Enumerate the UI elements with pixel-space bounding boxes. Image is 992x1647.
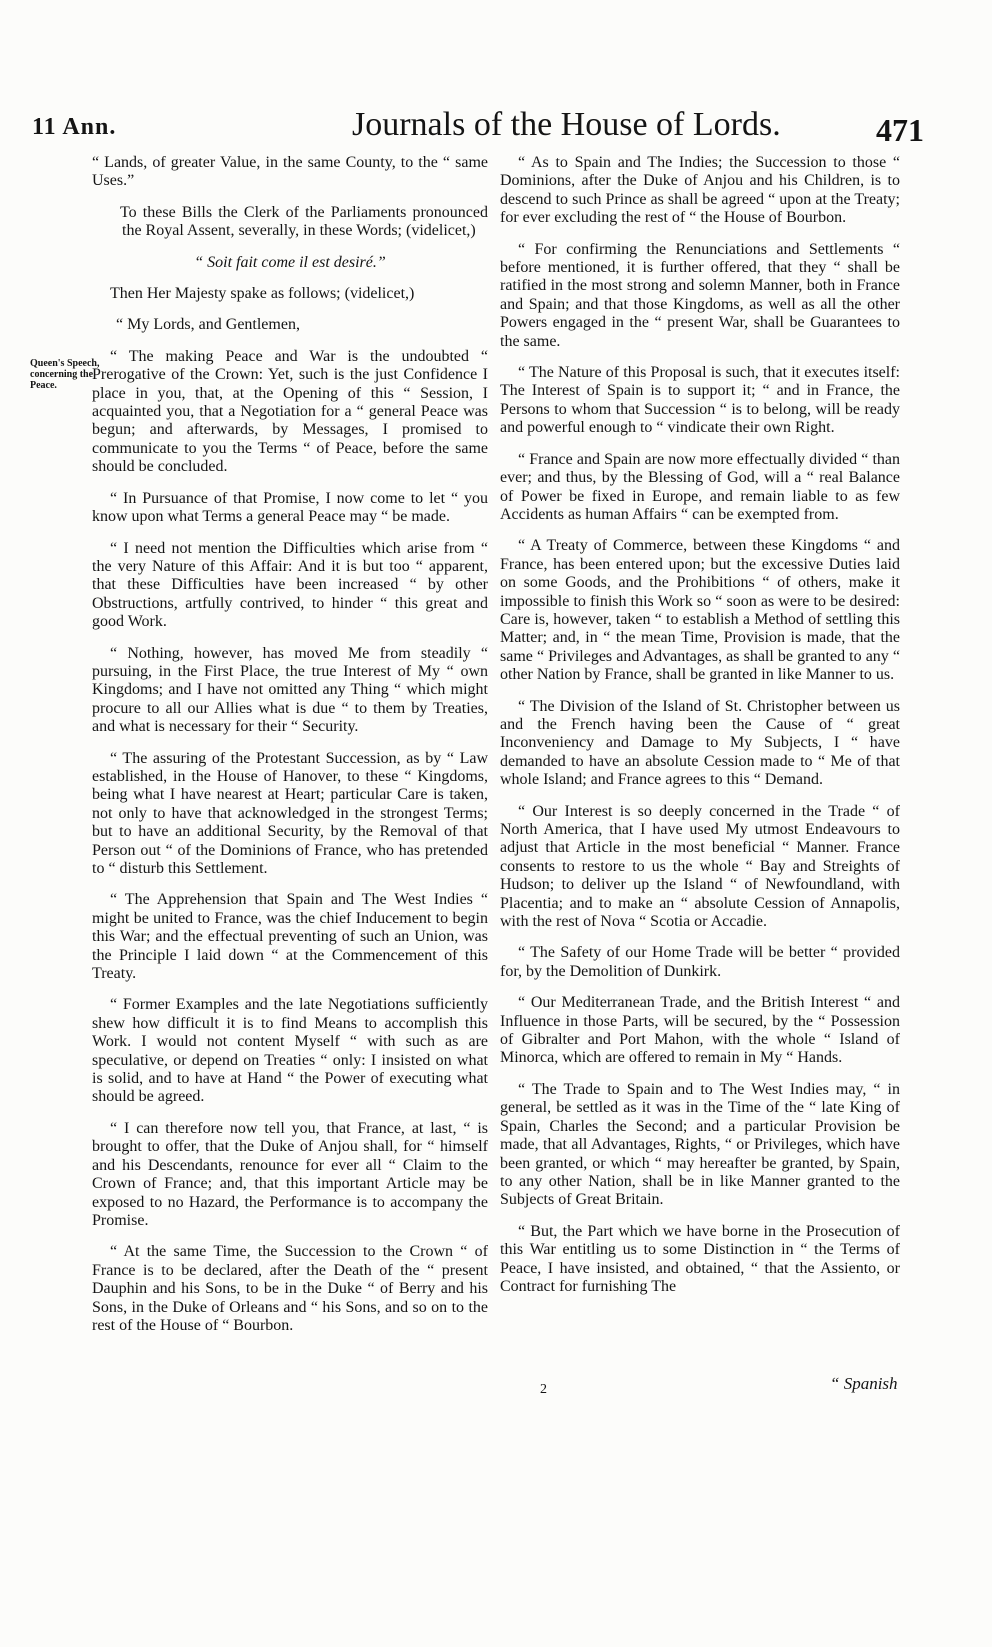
paragraph: “ Soit fait come il est desiré.” — [194, 253, 386, 271]
paragraph: “ Our Interest is so deeply concerned in the Trade “ of North America, that I have used My utmost Endeavours to adjust that Article in the most beneficial “ Manner. France consents to restore to us the whole “ Bay and Streights of Hudson; to deliver up the Island “ of Newfoundland, with Placentia; and to make an “ absolute Cession of Annapolis, with the rest of Nova “ Scotia or Accadie. — [500, 802, 900, 931]
paragraph: “ At the same Time, the Succession to the Crown “ of France is to be declared, after the Death of the “ present Dauphin and his Sons, to be in the Duke “ of Berry and his Sons, in the Duke of Orleans and “ his Sons, and so on to the rest of the House of “ Bourbon. — [92, 1243, 488, 1334]
paragraph: “ France and Spain are now more effectually divided “ than ever; and thus, by the Blessing of God, will a “ real Balance of Power be fixed in Europe, and remain liable to as few Accidents as human Affairs “ can be exempted from. — [500, 450, 900, 523]
paragraph: “ Nothing, however, has moved Me from steadily “ pursuing, in the First Place, the true Interest of My “ own Kingdoms; and I have not omitted any Thing “ which might procure to all our Allies what is due “ to them by Treaties, and what is necessary for their “ Security. — [92, 644, 488, 736]
paragraph: “ The making Peace and War is the undoubted “ Prerogative of the Crown: Yet, such is the just Confidence I place in you, that, at the Opening of this “ Session, I acquainted you, that a Negotiation for a “ general Peace was begun; and afterwards, by Messages, I promised to communicate to you the Terms “ of Peace, before the same should be concluded. — [92, 347, 488, 476]
paragraph: “ I need not mention the Difficulties which arise from “ the very Nature of this Affair: And it is but too “ apparent, that these Difficulties have been increased “ by other Obstructions, artfully contrived, to hinder “ this great and good Work. — [92, 539, 488, 631]
paragraph: “ The assuring of the Protestant Succession, as by “ Law established, in the House of Hanover, to these “ Kingdoms, being what I have nearest at Heart; particular Care is taken, not only to have that acknowledged in the strongest Terms; but to have an additional Security, by the Removal of that Person out “ of the Dominions of France, who has pretended to “ disturb this Settlement. — [92, 749, 488, 877]
paragraph: “ In Pursuance of that Promise, I now come to let “ you know upon what Terms a general Peace may “ be made. — [92, 489, 488, 526]
paragraph: “ I can therefore now tell you, that France, at last, “ is brought to offer, that the Duke of Anjou shall, for “ himself and his Descendants, renounce for ever all “ Claim to the Crown of France; and, that this important Article may be exposed to no Hazard, the Performance is to accompany the Promise. — [92, 1119, 488, 1229]
regnal-year: 11 Ann. — [32, 114, 117, 140]
paragraph: Then Her Majesty spake as follows; (videlicet,) — [110, 285, 415, 303]
paragraph: “ But, the Part which we have borne in the Prosecution of this War entitling us to some Distinction in “ the Terms of Peace, I have insisted, and obtained, “ that the Assiento, or Contract for furnishing The — [500, 1222, 900, 1295]
paragraph: “ The Nature of this Proposal is such, that it executes itself: The Interest of Spain is to support it; “ and in France, the Persons to whom that Succession “ is to belong, will be ready and powerful enough to “ vindicate their own Right. — [500, 364, 900, 437]
paragraph: “ My Lords, and Gentlemen, — [116, 316, 300, 334]
paragraph: “ The Safety of our Home Trade will be better “ provided for, by the Demolition of Dunkirk. — [500, 944, 900, 980]
paragraph: “ The Apprehension that Spain and The West Indies “ might be united to France, was the chief Inducement to begin this War; and the effectual preventing of such an Union, was the Principle I laid down “ at the Commencement of this Treaty. — [92, 891, 488, 983]
paragraph: “ The Division of the Island of St. Christopher between us and the French having been the Cause of “ great Inconveniency and Damage to My Subjects, I “ have demanded to have an absolute Cession made to “ Me of that whole Island; and France agrees to this “ Demand. — [500, 697, 900, 789]
paragraph: To these Bills the Clerk of the Parliaments pronounced the Royal Assent, severally, in these Words; (videlicet,) — [120, 203, 488, 240]
signature-mark: 2 — [540, 1382, 547, 1397]
paragraph: “ Former Examples and the late Negotiations sufficiently shew how difficult it is to find Means to accomplish this Work. I would not content Myself “ with such as are speculative, or depend on Treaties “ only: I insisted on what is solid, and to have at Hand “ the Power of executing what should be agreed. — [92, 996, 488, 1106]
paragraph: “ Lands, of greater Value, in the same County, to the “ same Uses.” — [92, 154, 488, 190]
paragraph: “ Our Mediterranean Trade, and the British Interest “ and Influence in those Parts, will be secured, by the “ Possession of Gibralter and Port Mahon, with the whole “ Island of Minorca, which are offered to remain in My “ Hands. — [500, 994, 900, 1067]
page-number: 471 — [876, 112, 924, 148]
paragraph: “ For confirming the Renunciations and Settlements “ before mentioned, it is further offered, that they “ shall be ratified in the most strong and solemn Manner, both in France and Spain; and that those Kingdoms, as well as all the other Powers engaged in the “ present War, shall be Guarantees to the same. — [500, 240, 900, 350]
paragraph: “ As to Spain and The Indies; the Succession to those “ Dominions, after the Duke of Anjou and his Children, is to descend to such Prince as shall be agreed “ upon at the Treaty; for ever excluding the rest of “ the House of Bourbon. — [500, 154, 900, 227]
running-title: Journals of the House of Lords. — [352, 106, 781, 143]
marginal-note: Queen's Speech, concerning the Peace. — [30, 358, 100, 391]
catchword: “ Spanish — [830, 1374, 898, 1393]
paragraph: “ The Trade to Spain and to The West Indies may, “ in general, be settled as it was in the Time of the “ late King of Spain, Charles the Second; and a particular Provision be made, that all Advantages, Rights, “ or Privileges, which have been granted, or which “ may hereafter be granted, by Spain, to any other Nation, shall be in like Manner granted to the Subjects of Great Britain. — [500, 1080, 900, 1209]
right-column — [500, 154, 900, 1309]
left-column — [92, 154, 488, 1348]
paragraph: “ A Treaty of Commerce, between these Kingdoms “ and France, has been entered upon; but the excessive Duties laid on some Goods, and the Prohibitions “ of others, make it impossible to finish this Work so “ soon as were to be desired: Care is, however, taken “ to establish a Method of settling this Matter; and, in “ the mean Time, Provision is made, that the same “ Privileges and Advantages, as shall be granted to any “ other Nation by France, shall be granted in like Manner to us. — [500, 537, 900, 684]
page-header — [0, 84, 992, 148]
